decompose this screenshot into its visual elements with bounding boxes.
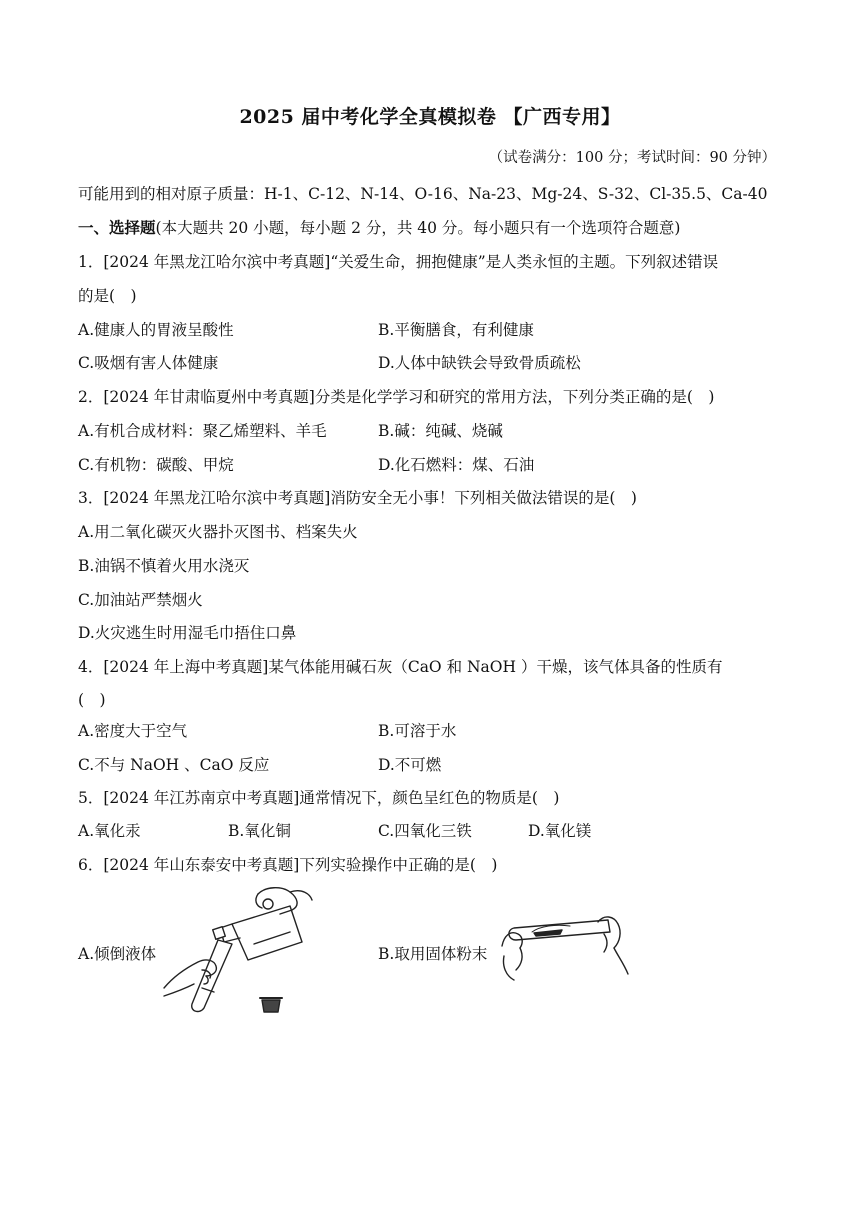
pouring-liquid-illustration <box>162 884 314 1016</box>
question-1-stem: 1．[2024 年黑龙江哈尔滨中考真题]“关爱生命，拥抱健康”是人类永恒的主题。下列叙述错误 <box>78 253 719 271</box>
q5-option-c[interactable]: C.四氧化三铁 <box>378 822 472 840</box>
q5-option-a[interactable]: A.氧化汞 <box>78 822 141 840</box>
q2-option-c[interactable]: C.有机物：碳酸、甲烷 <box>78 456 234 474</box>
q5-option-b[interactable]: B.氧化铜 <box>228 822 291 840</box>
question-5-stem: 5．[2024 年江苏南京中考真题]通常情况下，颜色呈红色的物质是( ) <box>78 789 560 807</box>
q3-option-b[interactable]: B.油锅不慎着火用水浇灭 <box>78 557 250 575</box>
question-6-stem: 6．[2024 年山东泰安中考真题]下列实验操作中正确的是( ) <box>78 856 498 874</box>
q2-option-d[interactable]: D.化石燃料：煤、石油 <box>378 456 535 474</box>
q1-option-c[interactable]: C.吸烟有害人体健康 <box>78 354 219 372</box>
powder-test-tube-illustration <box>500 900 630 982</box>
q1-option-d[interactable]: D.人体中缺铁会导致骨质疏松 <box>378 354 581 372</box>
horizontal-test-tube-icon <box>509 920 610 940</box>
q4-option-b[interactable]: B.可溶于水 <box>378 722 457 740</box>
section-note: (本大题共 20 小题，每小题 2 分，共 40 分。每小题只有一个选项符合题意) <box>155 219 681 237</box>
q3-option-d[interactable]: D.火灾逃生时用湿毛巾捂住口鼻 <box>78 624 297 642</box>
q1-option-b[interactable]: B.平衡膳食，有利健康 <box>378 321 534 339</box>
q6-option-b[interactable]: B.取用固体粉末 <box>378 945 488 963</box>
q4-option-d[interactable]: D.不可燃 <box>378 756 442 774</box>
question-4-stem: 4．[2024 年上海中考真题]某气体能用碱石灰（CaO 和 NaOH ）干燥，该气体具备的性质有 <box>78 658 723 676</box>
q1-option-a[interactable]: A.健康人的胃液呈酸性 <box>78 321 234 339</box>
section-heading: 一、选择题 <box>78 218 156 237</box>
atomic-masses: 可能用到的相对原子质量：H-1、C-12、N-14、O-16、Na-23、Mg-24、S-32、Cl-35.5、Ca-40 <box>78 185 768 203</box>
question-2-stem: 2．[2024 年甘肃临夏州中考真题]分类是化学学习和研究的常用方法，下列分类正确的是( ) <box>78 388 715 406</box>
stopper-icon <box>260 998 282 1012</box>
question-4-stem-cont: ( ) <box>78 691 106 709</box>
q2-option-b[interactable]: B.碱：纯碱、烧碱 <box>378 422 503 440</box>
q3-option-a[interactable]: A.用二氧化碳灭火器扑灭图书、档案失火 <box>78 523 358 541</box>
q4-option-a[interactable]: A.密度大于空气 <box>78 722 188 740</box>
question-1-stem-cont: 的是( ) <box>78 287 137 305</box>
q2-option-a[interactable]: A.有机合成材料：聚乙烯塑料、羊毛 <box>78 422 327 440</box>
section-header <box>78 216 680 238</box>
test-tube-icon <box>192 940 232 1011</box>
q4-option-c[interactable]: C.不与 NaOH 、CaO 反应 <box>78 756 270 774</box>
score-time-line: （试卷满分：100 分；考试时间：90 分钟） <box>488 150 776 166</box>
page-title: 2025 届中考化学全真模拟卷 【广西专用】 <box>239 106 621 128</box>
question-3-stem: 3．[2024 年黑龙江哈尔滨中考真题]消防安全无小事！下列相关做法错误的是( ) <box>78 489 637 507</box>
q6-option-a[interactable]: A.倾倒液体 <box>78 945 157 963</box>
q5-option-d[interactable]: D.氧化镁 <box>528 822 592 840</box>
q3-option-c[interactable]: C.加油站严禁烟火 <box>78 591 203 609</box>
